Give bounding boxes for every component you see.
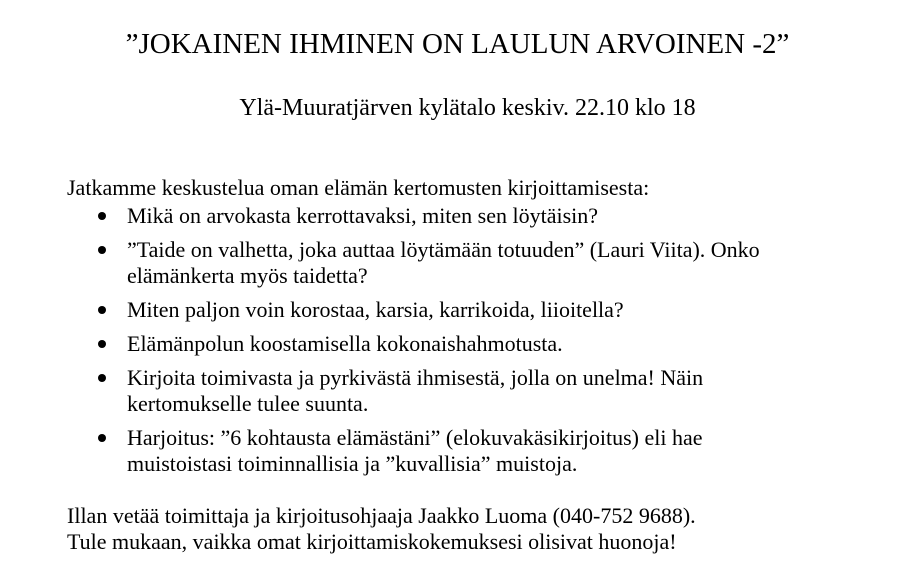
list-item: [67, 203, 807, 229]
event-location-time: Ylä-Muuratjärven kylätalo keskiv. 22.10 klo 18: [239, 95, 696, 121]
bullet-icon: [98, 340, 106, 348]
closing-paragraph: [67, 503, 907, 555]
list-item: [67, 237, 807, 289]
list-item: [67, 297, 807, 323]
bullet-icon: [98, 374, 106, 382]
facilitator-line: Illan vetää toimittaja ja kirjoitusohjaaja Jaakko Luoma (040-752 9688).: [67, 503, 696, 528]
list-item: [67, 365, 807, 417]
list-item-text: Mikä on arvokasta kerrottavaksi, miten sen löytäisin?: [127, 203, 599, 228]
list-item-text: Kirjoita toimivasta ja pyrkivästä ihmisestä, jolla on unelma! Näin kertomukselle tulee suunta.: [127, 365, 704, 416]
bullet-icon: [98, 306, 106, 314]
topic-list: [67, 203, 807, 485]
bullet-icon: [98, 434, 106, 442]
list-item-text: ”Taide on valhetta, joka auttaa löytämään totuuden” (Lauri Viita). Onko elämänkerta myös taidetta?: [127, 237, 760, 288]
document-title: ”JOKAINEN IHMINEN ON LAULUN ARVOINEN -2”: [125, 28, 790, 60]
list-item-text: Miten paljon voin korostaa, karsia, karrikoida, liioitella?: [127, 297, 624, 322]
list-item-text: Elämänpolun koostamisella kokonaishahmotusta.: [127, 331, 563, 356]
list-item: [67, 425, 807, 477]
intro-paragraph: Jatkamme keskustelua oman elämän kertomusten kirjoittamisesta:: [67, 175, 650, 200]
bullet-icon: [98, 246, 106, 254]
invitation-line: Tule mukaan, vaikka omat kirjoittamiskokemuksesi olisivat huonoja!: [67, 529, 677, 554]
bullet-icon: [98, 212, 106, 220]
list-item: [67, 331, 807, 357]
list-item-text: Harjoitus: ”6 kohtausta elämästäni” (elokuvakäsikirjoitus) eli hae muistoistasi toiminnallisia ja ”kuvallisia” muistoja.: [127, 425, 703, 476]
